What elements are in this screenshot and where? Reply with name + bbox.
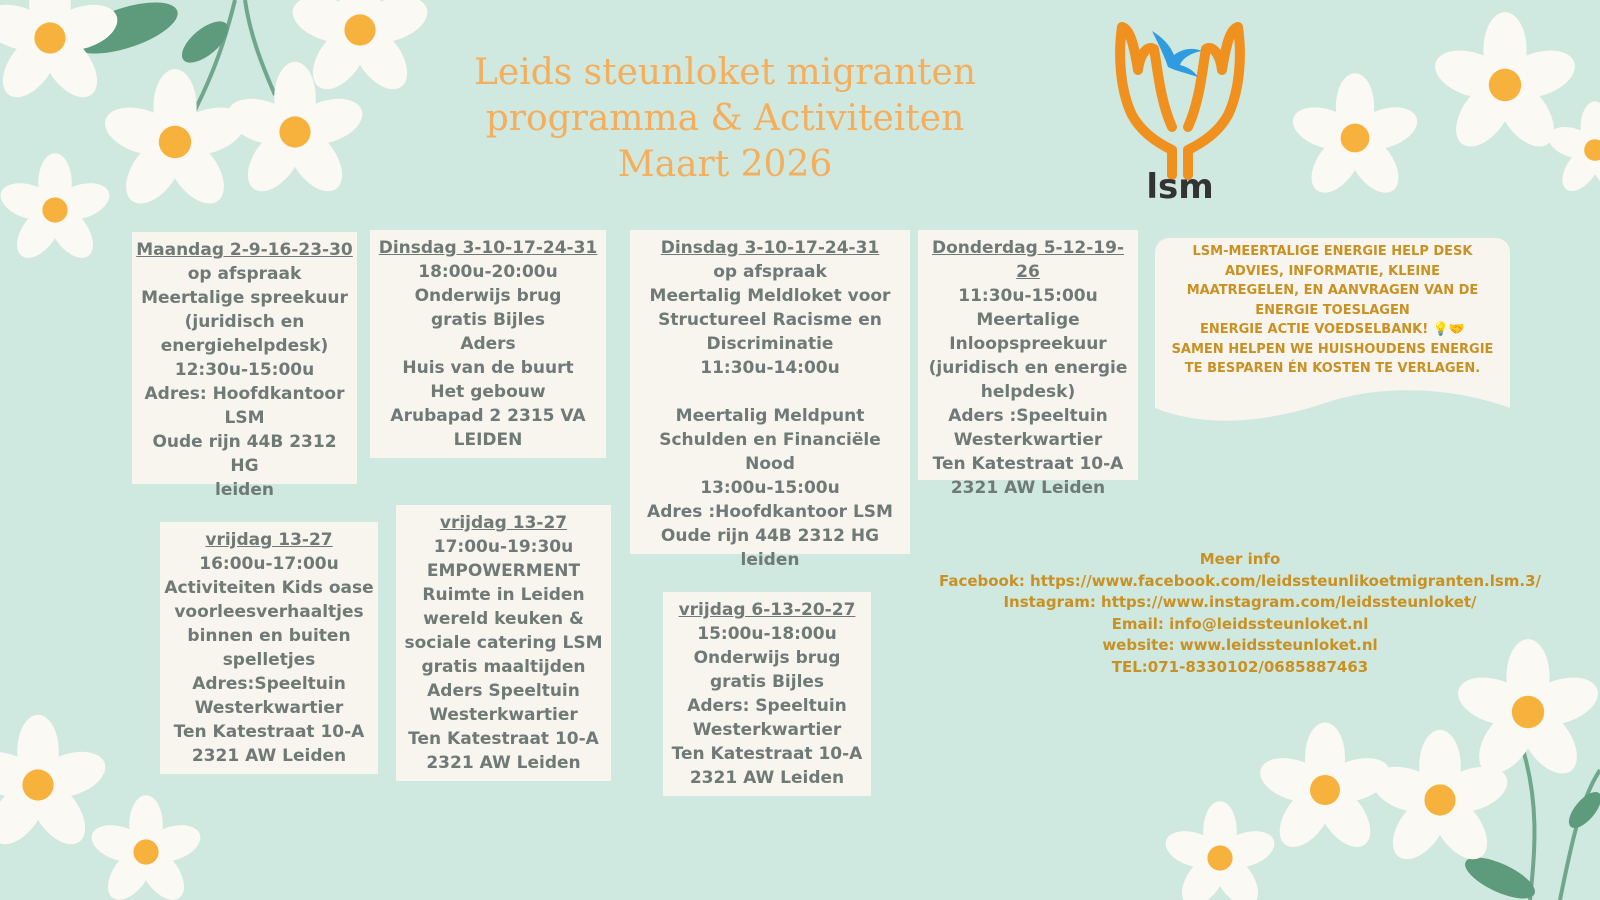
card-tuesday-1-line: Onderwijs brug [414,286,562,306]
card-friday-2-line: Aders Speeltuin [427,681,580,701]
card-thursday-heading: Donderdag 5-12-19-26 [931,238,1124,282]
info-heading: Meer info [1199,550,1281,568]
card-friday-1-heading: vrijdag 13-27 [205,530,333,550]
energy-line: SAMEN HELPEN WE HUISHOUDENS ENERGIE [1171,341,1494,357]
card-monday-line: op afspraak [187,264,302,284]
card-tuesday-2-line: leiden [740,550,800,570]
card-thursday-line: Ten Katestraat 10-A [932,454,1124,474]
card-monday-line: Oude rijn 44B 2312 HG [152,432,337,476]
card-friday-1-line: Ten Katestraat 10-A [173,722,365,742]
card-friday-2-line: Westerkwartier [429,705,578,725]
card-friday-3 [663,592,871,796]
card-tuesday-1-line: Het gebouw [430,382,546,402]
card-tuesday-2-line: 11:30u-14:00u [700,358,840,378]
card-tuesday-2-line: Schulden en Financiële Nood [659,430,881,474]
page-title [400,50,1050,188]
card-friday-2-line: wereld keuken & [423,609,584,629]
card-friday-3-line: Westerkwartier [692,720,842,740]
card-friday-1-line: spelletjes [222,650,316,670]
card-thursday-line: Aders :Speeltuin [948,406,1108,426]
card-thursday [918,230,1138,498]
card-tuesday-2-line: Discriminatie [706,334,834,354]
card-thursday-line: (juridisch en energie [928,358,1128,378]
energy-line: TE BESPAREN ÉN KOSTEN TE VERLAGEN. [1184,361,1481,376]
card-friday-1-line: binnen en buiten [187,626,351,646]
card-friday-2-line: Ruimte in Leiden [422,585,585,605]
card-thursday-line: helpdesk) [980,382,1076,402]
card-friday-2-line: gratis maaltijden [421,657,586,677]
card-tuesday-2-line: op afspraak [713,262,827,282]
card-tuesday-1-line: Huis van de buurt [402,358,574,378]
card-tuesday-2-line: Meertalig Meldloket voor [649,286,891,306]
card-friday-3-line: gratis Bijles [709,672,825,692]
card-tuesday-2-line: Adres :Hoofdkantoor LSM [647,502,893,522]
card-thursday-line: Meertalige [976,310,1080,330]
card-tuesday-1-line: Arubapad 2 2315 VA [390,406,586,426]
card-tuesday-1-line: Aders [460,334,516,354]
card-friday-1-line: 2321 AW Leiden [191,746,347,766]
card-tuesday-2-line: Meertalig Meldpunt [675,406,865,426]
energy-line: ENERGIE ACTIE VOEDSELBANK! 💡🤝 [1199,322,1466,337]
card-friday-1-line: Activiteiten Kids oase [164,578,374,598]
card-friday-2-line: Ten Katestraat 10-A [408,729,599,749]
card-tuesday-2 [630,230,910,570]
email-link[interactable]: Email: info@leidssteunloket.nl [1111,614,1369,633]
card-friday-1-line: Westerkwartier [194,698,344,718]
card-friday-3-line: Onderwijs brug [693,648,841,668]
card-friday-3-heading: vrijdag 6-13-20-27 [678,600,856,620]
phone-number: TEL:071-8330102/0685887463 [1111,657,1369,676]
card-friday-2 [396,505,611,781]
card-friday-2-line: 17:00u-19:30u [433,537,574,557]
lsm-logo [1110,15,1270,200]
card-friday-1 [160,522,378,774]
card-thursday-line: Westerkwartier [953,430,1103,450]
card-friday-1-line: 16:00u-17:00u [199,554,339,574]
energy-line: MAATREGELEN, EN AANVRAGEN VAN DE [1186,283,1479,298]
card-tuesday-2-line: Oude rijn 44B 2312 HG [660,526,880,546]
card-tuesday-2-line: 13:00u-15:00u [700,478,840,498]
right-hand-icon [1188,27,1240,175]
energy-line: ENERGIE TOESLAGEN [1255,302,1410,318]
card-friday-3-line: Aders: Speeltuin [687,696,847,716]
card-friday-3-line: 15:00u-18:00u [697,624,837,644]
card-tuesday-1 [370,230,606,458]
card-monday-heading: Maandag 2-9-16-23-30 [136,240,353,260]
card-tuesday-1-heading: Dinsdag 3-10-17-24-31 [378,238,598,258]
card-monday-line: (juridisch en [184,312,305,332]
card-friday-1-line: voorleesverhaaltjes [174,602,364,622]
facebook-link[interactable]: Facebook: https://www.facebook.com/leidssteunlikoetmigranten.lsm.3/ [938,571,1542,590]
card-tuesday-1-line: LEIDEN [453,430,523,450]
energy-helpdesk-text [1160,242,1505,379]
card-friday-2-line: sociale catering LSM [404,633,603,653]
card-monday-line: LSM [224,408,265,428]
card-thursday-line: Inloopspreekuur [949,334,1107,354]
card-tuesday-2-line: Structureel Racisme en [658,310,882,330]
card-tuesday-1-line: 18:00u-20:00u [418,262,558,282]
card-friday-3-line: Ten Katestraat 10-A [671,744,863,764]
instagram-link[interactable]: Instagram: https://www.instagram.com/leidssteunloket/ [1003,593,1477,612]
energy-line: ADVIES, INFORMATIE, KLEINE [1225,263,1440,279]
card-friday-3-line: 2321 AW Leiden [689,768,845,788]
card-tuesday-1-line: gratis Bijles [430,310,546,330]
title-line-3: Maart 2026 [617,144,833,185]
logo-text: lsm [1146,167,1214,200]
card-thursday-line: 2321 AW Leiden [950,478,1106,498]
card-thursday-line: 11:30u-15:00u [958,286,1098,306]
card-monday-line: 12:30u-15:00u [174,360,315,380]
energy-line: LSM-MEERTALIGE ENERGIE HELP DESK [1192,244,1473,259]
card-tuesday-2-heading: Dinsdag 3-10-17-24-31 [660,238,880,258]
contact-info [930,549,1550,679]
card-monday-line: energiehelpdesk) [160,336,329,356]
title-line-2: programma & Activiteiten [485,98,965,139]
card-monday-line: Adres: Hoofdkantoor [144,384,345,404]
card-friday-2-heading: vrijdag 13-27 [439,513,568,533]
card-friday-2-line: 2321 AW Leiden [426,753,581,773]
card-friday-2-line: EMPOWERMENT [426,561,581,581]
card-monday-line: Meertalige spreekuur [141,288,348,308]
title-line-1: Leids steunloket migranten [473,52,977,93]
website-link[interactable]: website: www.leidssteunloket.nl [1102,636,1378,655]
card-monday [132,232,357,500]
card-tuesday-2-spacer [634,380,906,404]
card-friday-1-line: Adres:Speeltuin [192,674,346,694]
card-monday-line: leiden [215,480,274,500]
